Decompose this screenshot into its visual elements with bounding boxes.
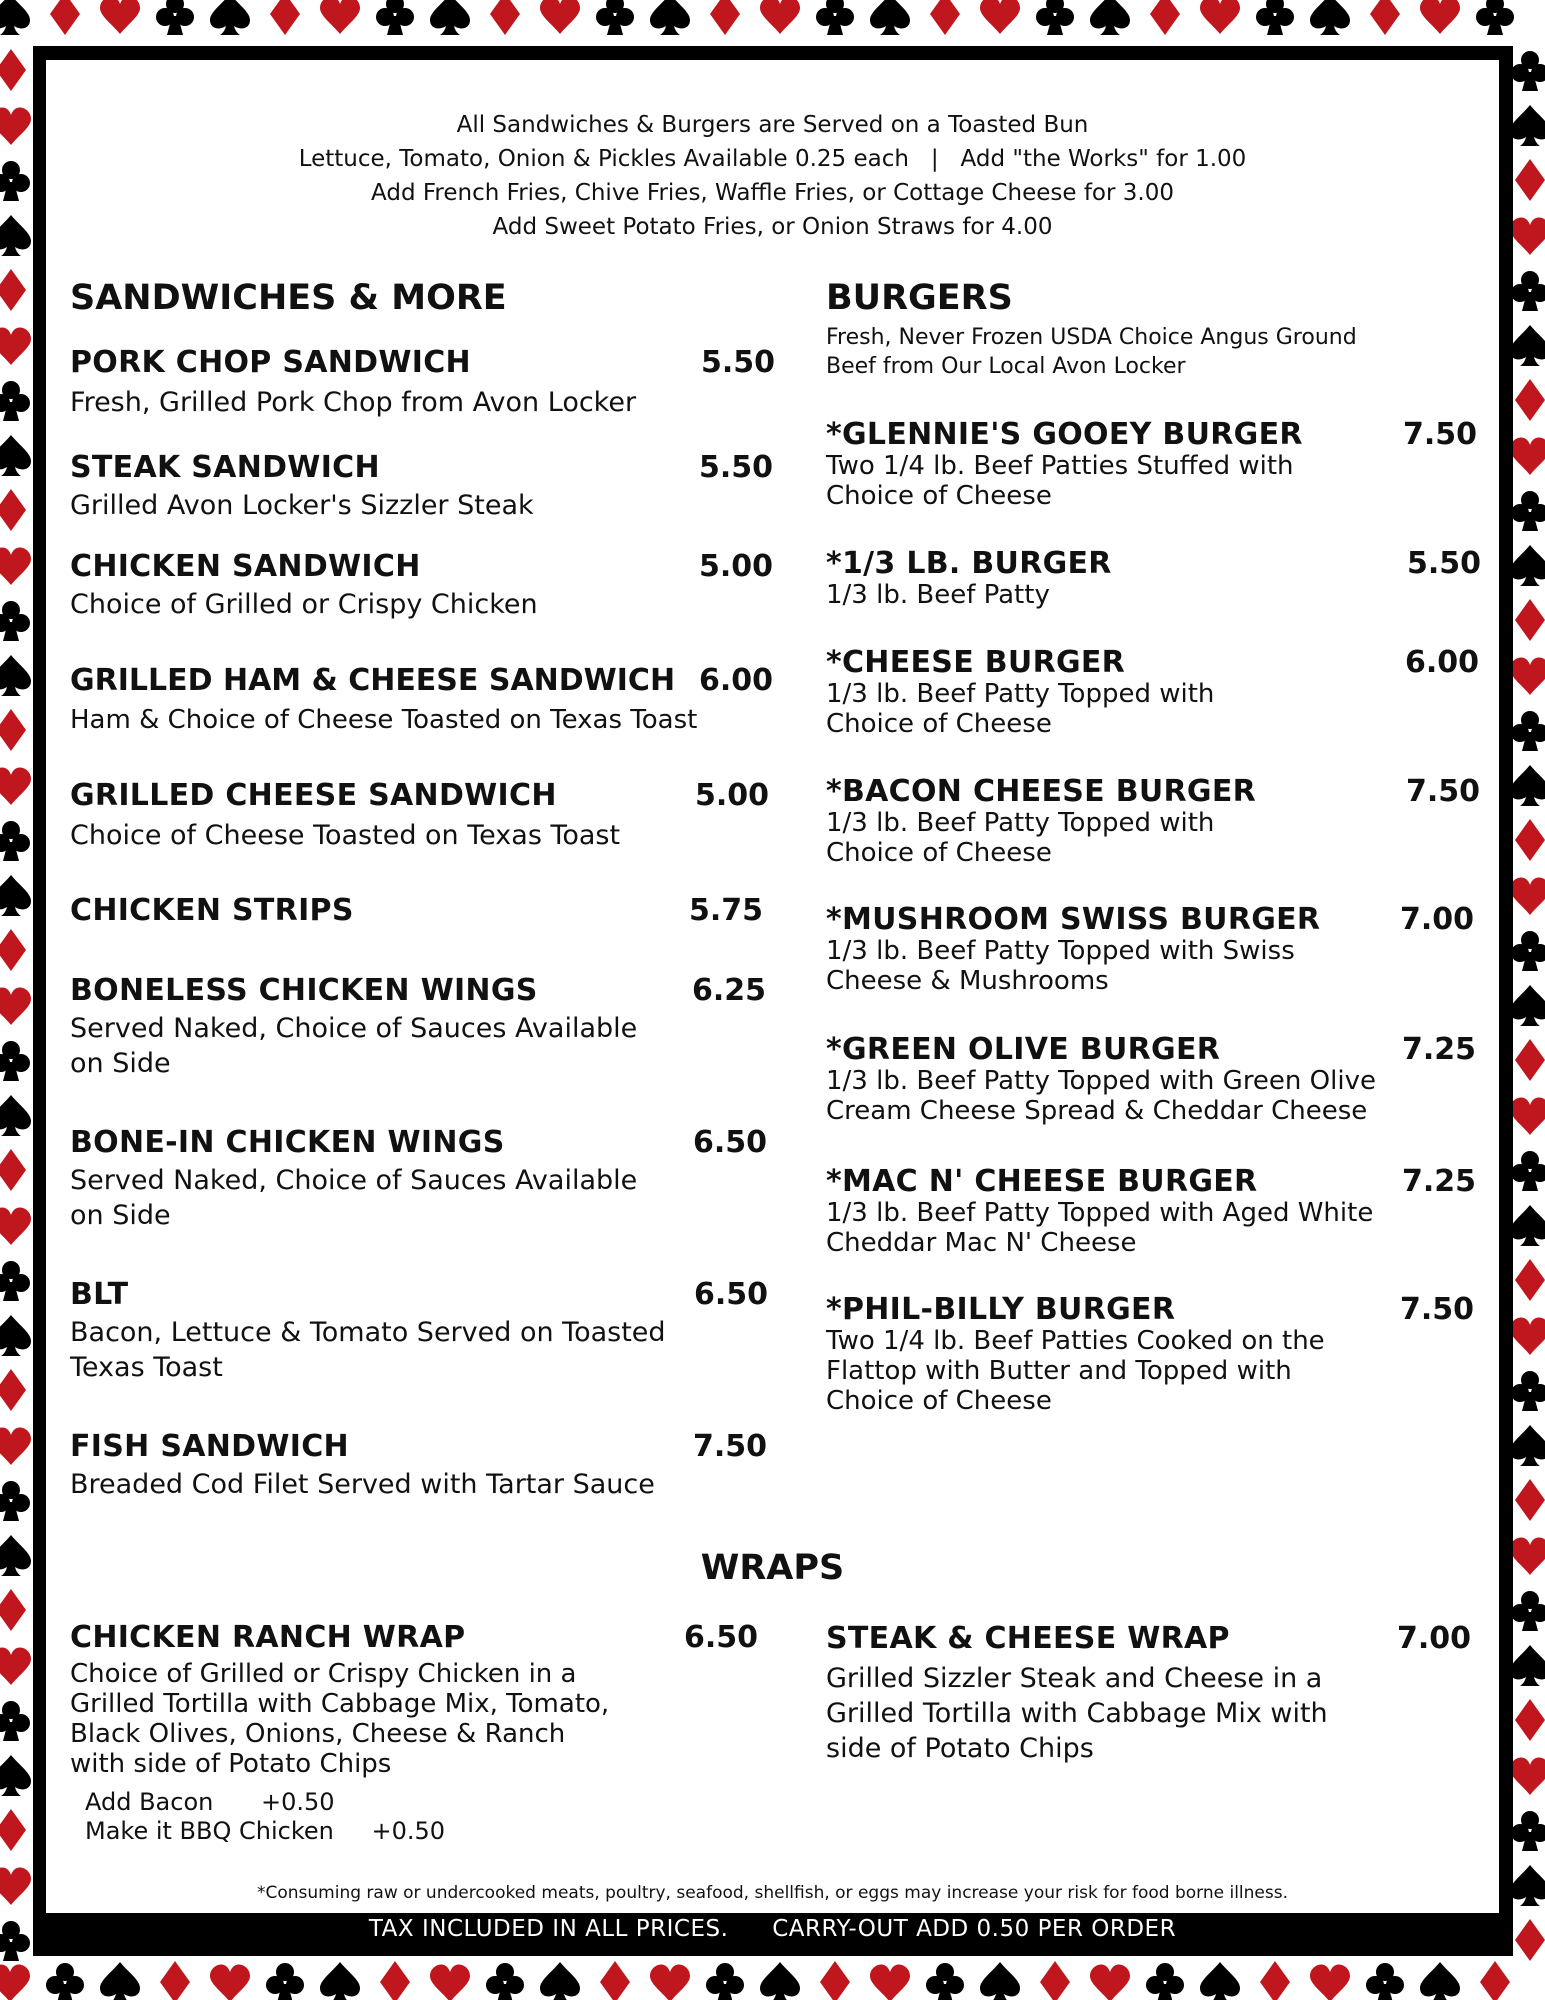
item-description: Fresh, Grilled Pork Chop from Avon Locker bbox=[70, 387, 637, 418]
heart-icon bbox=[0, 1648, 31, 1685]
diamond-icon bbox=[1150, 0, 1180, 35]
heart-icon bbox=[1200, 0, 1240, 34]
diamond-icon bbox=[0, 1589, 26, 1631]
diamond-icon bbox=[380, 1961, 410, 2000]
item-description bbox=[826, 1198, 1373, 1258]
addon-label: Add Bacon bbox=[85, 1788, 214, 1816]
item-price: 5.00 bbox=[694, 778, 769, 813]
club-icon bbox=[1511, 711, 1545, 751]
diamond-icon bbox=[1515, 599, 1545, 641]
description-line: Choice of Cheese bbox=[826, 709, 1052, 739]
item-name: GRILLED HAM & CHEESE SANDWICH bbox=[70, 663, 676, 698]
diamond-icon bbox=[0, 1369, 26, 1411]
club-icon bbox=[0, 1261, 30, 1301]
item-name: CHICKEN SANDWICH bbox=[70, 549, 421, 584]
item-description: Grilled Avon Locker's Sizzler Steak bbox=[70, 490, 534, 521]
diamond-icon bbox=[270, 0, 300, 35]
item-name: BONE-IN CHICKEN WINGS bbox=[70, 1125, 505, 1160]
diamond-icon bbox=[1515, 1479, 1545, 1521]
diamond-icon bbox=[1515, 1919, 1545, 1961]
heart-icon bbox=[0, 1965, 30, 2000]
description-line: Grilled Tortilla with Cabbage Mix, Tomato, bbox=[70, 1689, 610, 1719]
item-name: *GREEN OLIVE BURGER bbox=[826, 1032, 1221, 1067]
description-line: Two 1/4 lb. Beef Patties Stuffed with bbox=[826, 451, 1294, 481]
item-description bbox=[826, 679, 1214, 739]
heart-icon bbox=[0, 108, 31, 145]
burgers-note-line: Beef from Our Local Avon Locker bbox=[826, 354, 1186, 379]
diamond-icon bbox=[160, 1961, 190, 2000]
diamond-icon bbox=[0, 49, 26, 91]
club-icon bbox=[1511, 931, 1545, 971]
description-line: Cream Cheese Spread & Cheddar Cheese bbox=[826, 1096, 1368, 1126]
heart-icon bbox=[1510, 878, 1545, 915]
diamond-icon bbox=[1515, 159, 1545, 201]
heart-icon bbox=[540, 0, 580, 34]
heart-icon bbox=[1310, 1965, 1350, 2000]
spade-icon bbox=[0, 655, 31, 696]
diamond-icon bbox=[1515, 379, 1545, 421]
sandwiches-title: SANDWICHES & MORE bbox=[70, 278, 507, 318]
description-line: Flattop with Butter and Topped with bbox=[826, 1356, 1292, 1386]
addon-price: +0.50 bbox=[261, 1788, 335, 1816]
description-line: Cheese & Mushrooms bbox=[826, 966, 1109, 996]
spade-icon bbox=[760, 1962, 800, 2000]
item-description: on Side bbox=[70, 1048, 171, 1079]
item-price: 7.00 bbox=[1399, 902, 1474, 937]
club-icon bbox=[0, 1701, 30, 1741]
burgers-note bbox=[826, 323, 1357, 381]
item-name: *CHEESE BURGER bbox=[826, 645, 1126, 680]
item-name: *1/3 LB. BURGER bbox=[826, 546, 1112, 581]
club-icon bbox=[1511, 51, 1545, 91]
diamond-icon bbox=[1515, 819, 1545, 861]
spade-icon bbox=[100, 1962, 140, 2000]
club-icon bbox=[0, 601, 30, 641]
item-name: *PHIL-BILLY BURGER bbox=[826, 1292, 1176, 1327]
food-safety-disclaimer: *Consuming raw or undercooked meats, poultry, seafood, shellfish, or eggs may increase your risk for food borne illness. bbox=[256, 1883, 1288, 1903]
item-description bbox=[826, 1326, 1325, 1416]
description-line: 1/3 lb. Beef Patty Topped with bbox=[826, 808, 1215, 838]
club-icon bbox=[1511, 1151, 1545, 1191]
item-name: CHICKEN STRIPS bbox=[70, 893, 354, 928]
diamond-icon bbox=[0, 269, 26, 311]
heart-icon bbox=[760, 0, 800, 34]
item-price: 7.50 bbox=[1405, 774, 1480, 809]
club-icon bbox=[1511, 271, 1545, 311]
description-line: Grilled Sizzler Steak and Cheese in a bbox=[826, 1663, 1323, 1694]
diamond-icon bbox=[1480, 1961, 1510, 2000]
spade-icon bbox=[0, 1315, 31, 1356]
heart-icon bbox=[210, 1965, 250, 2000]
diamond-icon bbox=[1260, 1961, 1290, 2000]
item-price: 6.00 bbox=[698, 663, 773, 698]
club-icon bbox=[1256, 0, 1294, 35]
heart-icon bbox=[430, 1965, 470, 2000]
intro-notes bbox=[46, 108, 1499, 244]
heart-icon bbox=[1510, 1538, 1545, 1575]
diamond-icon bbox=[0, 489, 26, 531]
heart-icon bbox=[1510, 438, 1545, 475]
item-price: 5.50 bbox=[698, 450, 773, 485]
item-price: 7.25 bbox=[1401, 1032, 1476, 1067]
item-price: 7.25 bbox=[1401, 1164, 1476, 1199]
description-line: Choice of Cheese bbox=[826, 1386, 1052, 1416]
intro-line: Add Sweet Potato Fries, or Onion Straws for 4.00 bbox=[492, 214, 1053, 240]
wrap-addon bbox=[85, 1788, 335, 1817]
description-line: Choice of Cheese bbox=[826, 481, 1052, 511]
item-description bbox=[826, 1661, 1328, 1766]
heart-icon bbox=[870, 1965, 910, 2000]
club-icon bbox=[0, 1041, 30, 1081]
item-description bbox=[826, 1066, 1376, 1126]
club-icon bbox=[1146, 1963, 1184, 2000]
spade-icon bbox=[1510, 1645, 1545, 1686]
item-description: Ham & Choice of Cheese Toasted on Texas Toast bbox=[70, 705, 698, 735]
diamond-icon bbox=[50, 0, 80, 35]
item-price: 6.00 bbox=[1404, 645, 1479, 680]
item-price: 6.50 bbox=[693, 1277, 768, 1312]
spade-icon bbox=[0, 215, 31, 256]
description-line: 1/3 lb. Beef Patty Topped with Aged White bbox=[826, 1198, 1374, 1228]
item-name: FISH SANDWICH bbox=[70, 1429, 349, 1464]
club-icon bbox=[1366, 1963, 1404, 2000]
heart-icon bbox=[1510, 218, 1545, 255]
item-name: GRILLED CHEESE SANDWICH bbox=[70, 778, 557, 813]
item-price: 7.50 bbox=[1399, 1292, 1474, 1327]
heart-icon bbox=[1510, 658, 1545, 695]
heart-icon bbox=[0, 1868, 31, 1905]
item-description: Texas Toast bbox=[70, 1352, 223, 1383]
diamond-icon bbox=[1515, 1699, 1545, 1741]
club-icon bbox=[486, 1963, 524, 2000]
spade-icon bbox=[1510, 1205, 1545, 1246]
club-icon bbox=[266, 1963, 304, 2000]
item-description: Served Naked, Choice of Sauces Available bbox=[70, 1013, 638, 1044]
item-price: 7.50 bbox=[692, 1429, 767, 1464]
spade-icon bbox=[1200, 1962, 1240, 2000]
club-icon bbox=[0, 161, 30, 201]
spade-icon bbox=[0, 1755, 31, 1796]
diamond-icon bbox=[490, 0, 520, 35]
club-icon bbox=[1476, 0, 1514, 35]
item-name: STEAK SANDWICH bbox=[70, 450, 380, 485]
club-icon bbox=[1511, 1811, 1545, 1851]
item-price: 5.50 bbox=[1406, 546, 1481, 581]
heart-icon bbox=[100, 0, 140, 34]
item-name: *BACON CHEESE BURGER bbox=[826, 774, 1257, 809]
spade-icon bbox=[1090, 0, 1130, 35]
item-price: 6.25 bbox=[691, 973, 766, 1008]
diamond-icon bbox=[1515, 1259, 1545, 1301]
diamond-icon bbox=[1370, 0, 1400, 35]
item-name: BLT bbox=[70, 1277, 129, 1312]
item-description bbox=[826, 580, 1050, 610]
spade-icon bbox=[320, 1962, 360, 2000]
heart-icon bbox=[650, 1965, 690, 2000]
spade-icon bbox=[1310, 0, 1350, 35]
club-icon bbox=[0, 1481, 30, 1521]
intro-line: Lettuce, Tomato, Onion & Pickles Available 0.25 each | Add "the Works" for 1.00 bbox=[298, 146, 1247, 172]
description-line: Cheddar Mac N' Cheese bbox=[826, 1228, 1137, 1258]
heart-icon bbox=[1510, 1758, 1545, 1795]
heart-icon bbox=[980, 0, 1020, 34]
club-icon bbox=[376, 0, 414, 35]
club-icon bbox=[1036, 0, 1074, 35]
heart-icon bbox=[0, 1208, 31, 1245]
item-name: *MUSHROOM SWISS BURGER bbox=[826, 902, 1321, 937]
item-name: *MAC N' CHEESE BURGER bbox=[826, 1164, 1258, 1199]
club-icon bbox=[926, 1963, 964, 2000]
diamond-icon bbox=[710, 0, 740, 35]
heart-icon bbox=[0, 988, 31, 1025]
spade-icon bbox=[0, 0, 30, 35]
wrap-addon bbox=[85, 1817, 445, 1846]
spade-icon bbox=[1510, 1865, 1545, 1906]
diamond-icon bbox=[0, 1149, 26, 1191]
item-description bbox=[826, 808, 1214, 868]
heart-icon bbox=[320, 0, 360, 34]
item-price: 7.50 bbox=[1402, 417, 1477, 452]
item-description: Breaded Cod Filet Served with Tartar Sauce bbox=[70, 1469, 655, 1500]
item-description: Choice of Cheese Toasted on Texas Toast bbox=[70, 820, 621, 851]
description-line: 1/3 lb. Beef Patty Topped with bbox=[826, 679, 1215, 709]
item-description: on Side bbox=[70, 1200, 171, 1231]
heart-icon bbox=[1510, 1098, 1545, 1135]
item-name: PORK CHOP SANDWICH bbox=[70, 345, 471, 380]
spade-icon bbox=[1510, 105, 1545, 146]
club-icon bbox=[46, 1963, 84, 2000]
diamond-icon bbox=[0, 709, 26, 751]
carryout-note: CARRY-OUT ADD 0.50 PER ORDER bbox=[772, 1916, 1177, 1942]
item-name: STEAK & CHEESE WRAP bbox=[826, 1621, 1230, 1656]
burgers-note-line: Fresh, Never Frozen USDA Choice Angus Ground bbox=[826, 325, 1357, 350]
club-icon bbox=[0, 821, 30, 861]
spade-icon bbox=[0, 435, 31, 476]
spade-icon bbox=[1510, 1425, 1545, 1466]
item-description: Bacon, Lettuce & Tomato Served on Toasted bbox=[70, 1317, 666, 1348]
description-line: Black Olives, Onions, Cheese & Ranch bbox=[70, 1719, 566, 1749]
description-line: Grilled Tortilla with Cabbage Mix with bbox=[826, 1698, 1328, 1729]
club-icon bbox=[706, 1963, 744, 2000]
item-name: *GLENNIE'S GOOEY BURGER bbox=[826, 417, 1303, 452]
addon-price: +0.50 bbox=[371, 1817, 446, 1845]
description-line: Choice of Cheese bbox=[826, 838, 1052, 868]
item-price: 5.50 bbox=[700, 345, 775, 380]
club-icon bbox=[0, 1921, 30, 1961]
club-icon bbox=[596, 0, 634, 35]
item-price: 5.00 bbox=[698, 549, 773, 584]
club-icon bbox=[156, 0, 194, 35]
description-line: with side of Potato Chips bbox=[70, 1749, 392, 1779]
club-icon bbox=[1511, 1371, 1545, 1411]
heart-icon bbox=[0, 768, 31, 805]
intro-line: Add French Fries, Chive Fries, Waffle Fries, or Cottage Cheese for 3.00 bbox=[371, 180, 1174, 206]
spade-icon bbox=[540, 1962, 580, 2000]
heart-icon bbox=[0, 548, 31, 585]
heart-icon bbox=[1420, 0, 1460, 34]
tax-note: TAX INCLUDED IN ALL PRICES. bbox=[368, 1916, 729, 1942]
description-line: 1/3 lb. Beef Patty Topped with Green Olive bbox=[826, 1066, 1376, 1096]
description-line: Two 1/4 lb. Beef Patties Cooked on the bbox=[826, 1326, 1325, 1356]
addon-label: Make it BBQ Chicken bbox=[85, 1817, 334, 1845]
club-icon bbox=[1511, 491, 1545, 531]
club-icon bbox=[1511, 1591, 1545, 1631]
item-description: Served Naked, Choice of Sauces Available bbox=[70, 1165, 638, 1196]
description-line: side of Potato Chips bbox=[826, 1733, 1094, 1764]
heart-icon bbox=[0, 328, 31, 365]
spade-icon bbox=[0, 875, 31, 916]
club-icon bbox=[0, 381, 30, 421]
item-description: Choice of Grilled or Crispy Chicken bbox=[70, 589, 538, 620]
diamond-icon bbox=[1040, 1961, 1070, 2000]
diamond-icon bbox=[0, 1809, 26, 1851]
item-price: 6.50 bbox=[683, 1620, 758, 1655]
spade-icon bbox=[0, 1095, 31, 1136]
item-description bbox=[826, 936, 1295, 996]
spade-icon bbox=[650, 0, 690, 35]
spade-icon bbox=[870, 0, 910, 35]
diamond-icon bbox=[930, 0, 960, 35]
diamond-icon bbox=[0, 929, 26, 971]
item-description bbox=[70, 1659, 609, 1779]
diamond-icon bbox=[600, 1961, 630, 2000]
spade-icon bbox=[980, 1962, 1020, 2000]
spade-icon bbox=[430, 0, 470, 35]
spade-icon bbox=[1510, 985, 1545, 1026]
item-name: CHICKEN RANCH WRAP bbox=[70, 1620, 466, 1655]
spade-icon bbox=[1510, 765, 1545, 806]
item-description bbox=[826, 451, 1294, 511]
footer-bar bbox=[46, 1916, 1499, 1942]
heart-icon bbox=[1510, 1318, 1545, 1355]
wraps-title: WRAPS bbox=[700, 1548, 845, 1588]
spade-icon bbox=[0, 1535, 31, 1576]
heart-icon bbox=[0, 1428, 31, 1465]
club-icon bbox=[816, 0, 854, 35]
description-line: Choice of Grilled or Crispy Chicken in a bbox=[70, 1659, 577, 1689]
diamond-icon bbox=[1515, 1039, 1545, 1081]
item-price: 7.00 bbox=[1396, 1621, 1471, 1656]
description-line: 1/3 lb. Beef Patty bbox=[826, 580, 1050, 610]
description-line: 1/3 lb. Beef Patty Topped with Swiss bbox=[826, 936, 1295, 966]
burgers-title: BURGERS bbox=[826, 278, 1013, 318]
spade-icon bbox=[1510, 325, 1545, 366]
intro-line: All Sandwiches & Burgers are Served on a Toasted Bun bbox=[456, 112, 1089, 138]
spade-icon bbox=[1510, 545, 1545, 586]
spade-icon bbox=[1420, 1962, 1460, 2000]
spade-icon bbox=[210, 0, 250, 35]
item-name: BONELESS CHICKEN WINGS bbox=[70, 973, 538, 1008]
item-price: 6.50 bbox=[692, 1125, 767, 1160]
diamond-icon bbox=[820, 1961, 850, 2000]
item-price: 5.75 bbox=[688, 893, 763, 928]
heart-icon bbox=[1090, 1965, 1130, 2000]
